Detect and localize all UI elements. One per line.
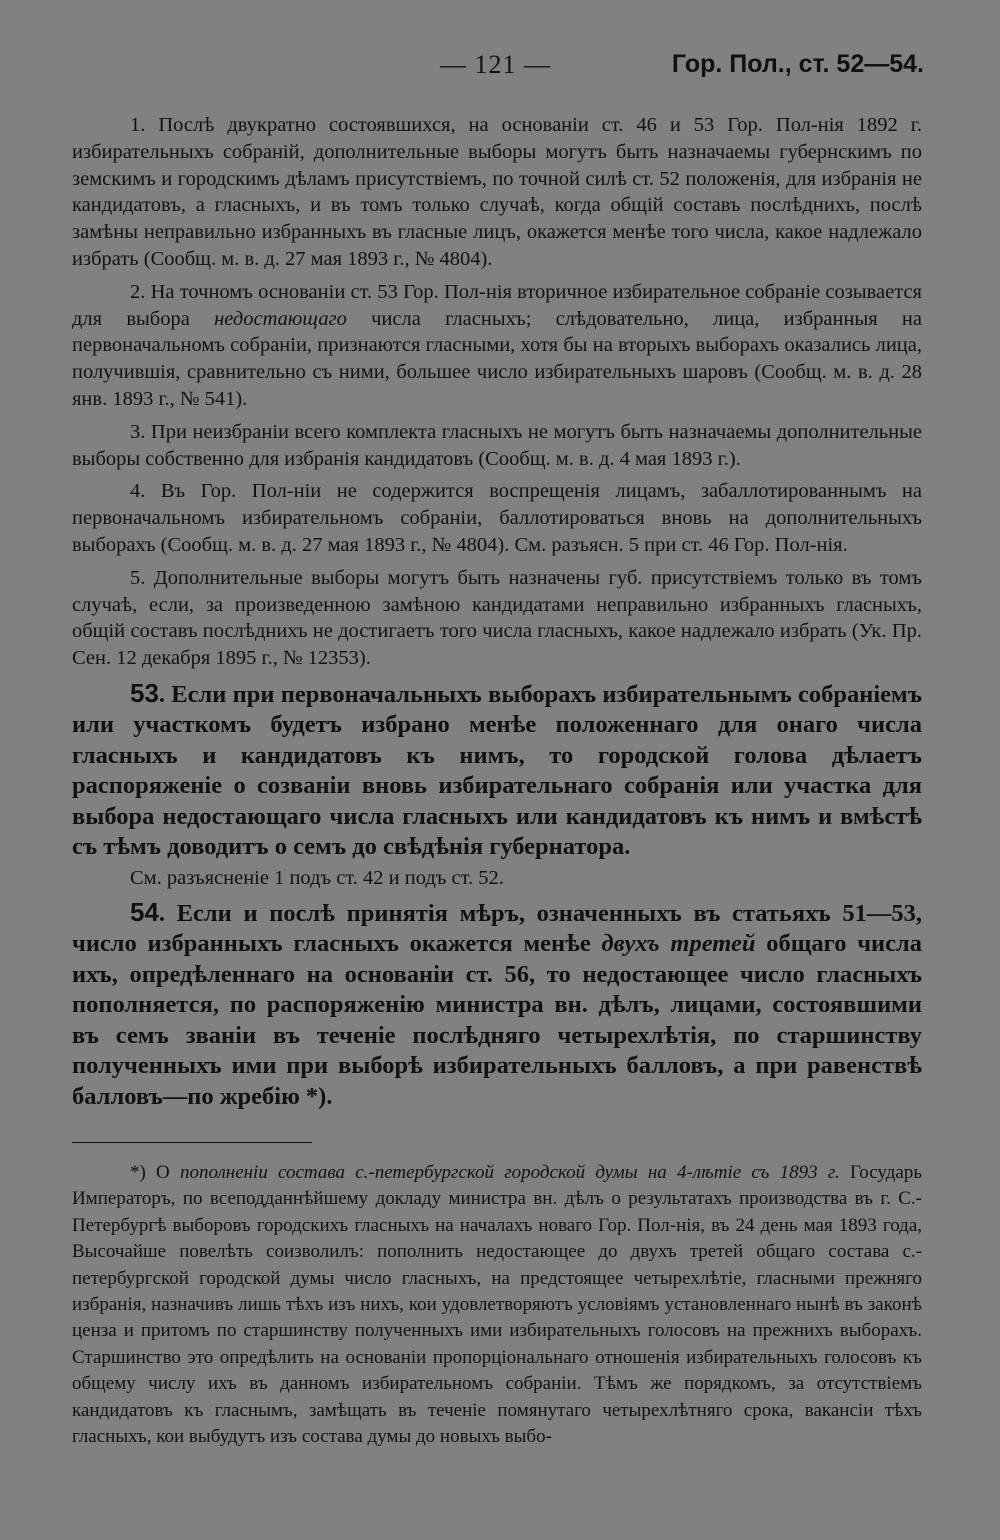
page-body (72, 112, 922, 1114)
article-54-text-after: общаго числа ихъ, опредѣленнаго на основаніи ст. 56, то недостающее число гласныхъ пополняется, по распоряженію министра вн. дѣлъ, лицами, состоявшими въ семъ званіи въ теченіе послѣдняго четырехлѣтія, по старшинству полученныхъ ими при выборѣ избирательныхъ балловъ, а при равенствѣ балловъ—по жребію *). (72, 930, 922, 1110)
note-1: 1. Послѣ двукратно состоявшихся, на основаніи ст. 46 и 53 Гор. Пол-нія 1892 г. избирательныхъ собраній, дополнительные выборы могутъ быть назначаемы губернскимъ по земскимъ и городскимъ дѣламъ присутствіемъ, по точной силѣ ст. 52 положенія, для избранія не кандидатовъ, а гласныхъ, и въ томъ только случаѣ, когда общій составъ послѣднихъ, послѣ замѣны неправильно избранныхъ въ гласные лицъ, окажется менѣе того числа, какое надлежало избрать (Сообщ. м. в. д. 27 мая 1893 г., № 4804). (72, 114, 922, 270)
article-53 (72, 678, 922, 863)
article-54 (72, 897, 922, 1113)
note-4: 4. Въ Гор. Пол-ніи не содержится воспрещенія лицамъ, забаллотированнымъ на первоначальномъ избирательномъ собраніи, баллотироваться вновь на дополнительныхъ выборахъ (Сообщ. м. в. д. 27 мая 1893 г., № 4804). См. разъясн. 5 при ст. 46 Гор. Пол-нія. (72, 480, 922, 556)
footnote-text: Государь Императоръ, по всеподданнѣйшему докладу министра вн. дѣлъ о результатахъ производства въ г. С.-Петербургѣ выборовъ городскихъ гласныхъ на началахъ новаго Гор. Пол-нія, въ 24 день мая 1893 года, Высочайше повелѣть соизволилъ: пополнить недостающее до двухъ третей общаго состава с.-петербургской городской думы число гласныхъ, на предстоящее четырехлѣтіе, гласными прежняго избранія, назначивъ лишь тѣхъ изъ нихъ, кои удовлетворяютъ условіямъ установленнаго нынѣ въ законѣ ценза и притомъ по старшинству полученныхъ ими избирательныхъ голосовъ на прежнихъ выборахъ. Старшинство это опредѣлить на основаніи пропорціональнаго отношенія избирательныхъ голосовъ къ общему числу ихъ въ данномъ избирательномъ собраніи. Тѣмъ же порядкомъ, за отсутствіемъ кандидатовъ къ гласнымъ, замѣщать въ теченіе помянутаго четырехлѣтняго срока, вакансіи тѣхъ гласныхъ, кои выбудутъ изъ состава думы до новыхъ выбо- (72, 1162, 922, 1448)
running-head: Гор. Пол., ст. 52—54. (671, 50, 924, 78)
article-54-emphasis: двухъ третей (601, 930, 756, 958)
note-2 (72, 279, 922, 413)
page-header (0, 50, 1000, 84)
footnote-title: пополненіи состава с.-петербургской городской думы на 4-лѣтіе съ 1893 г. (179, 1162, 840, 1183)
article-53-text: . Если при первоначальныхъ выборахъ избирательнымъ собраніемъ или участкомъ будетъ избрано менѣе положеннаго для онаго числа гласныхъ и кандидатовъ къ нимъ, то городской голова дѣлаетъ распоряженіе о созваніи вновь избирательнаго собранія или участка для выбора недостающаго числа гласныхъ или кандидатовъ къ нимъ и вмѣстѣ съ тѣмъ доводитъ о семъ до свѣдѣнія губернатора. (72, 680, 922, 861)
article-53-number: 53 (130, 677, 159, 708)
article-53-reference: См. разъясненіе 1 подъ ст. 42 и подъ ст. 52. (130, 866, 504, 889)
note-2-text-before: 2. На точномъ основаніи ст. 53 Гор. Пол-нія вторичное избирательное собраніе созывается для выбора (72, 280, 922, 330)
note-3: 3. При неизбраніи всего комплекта гласныхъ не могутъ быть назначаемы дополнительные выборы собственно для избранія кандидатовъ (Сообщ. м. в. д. 4 мая 1893 г.). (72, 420, 922, 470)
page-number: — 121 — (440, 50, 551, 79)
article-54-text-before: . Если и послѣ принятія мѣръ, означенныхъ въ статьяхъ 51—53, число избранныхъ гласныхъ окажется менѣе (72, 899, 922, 958)
footnote-rule (72, 1142, 312, 1143)
footnote (72, 1160, 922, 1450)
note-2-emphasis: недостающаго (214, 307, 347, 330)
note-2-text-after: числа гласныхъ; слѣдовательно, лица, избранныя на первоначальномъ собраніи, признаются гласными, хотя бы на вторыхъ выборахъ оказались лица, получившія, сравнительно съ ними, большее число избирательныхъ шаровъ (Сообщ. м. в. д. 28 янв. 1893 г., № 541). (72, 307, 922, 410)
footnote-marker: *) О (130, 1162, 180, 1183)
article-54-number: 54 (130, 896, 159, 927)
note-5: 5. Дополнительные выборы могутъ быть назначены губ. присутствіемъ только въ томъ случаѣ, если, за произведенною замѣною кандидатами неправильно избранныхъ гласныхъ, общій составъ послѣднихъ не достигаетъ того числа гласныхъ, какое надлежало избрать (Ук. Пр. Сен. 12 декабря 1895 г., № 12353). (72, 566, 922, 670)
